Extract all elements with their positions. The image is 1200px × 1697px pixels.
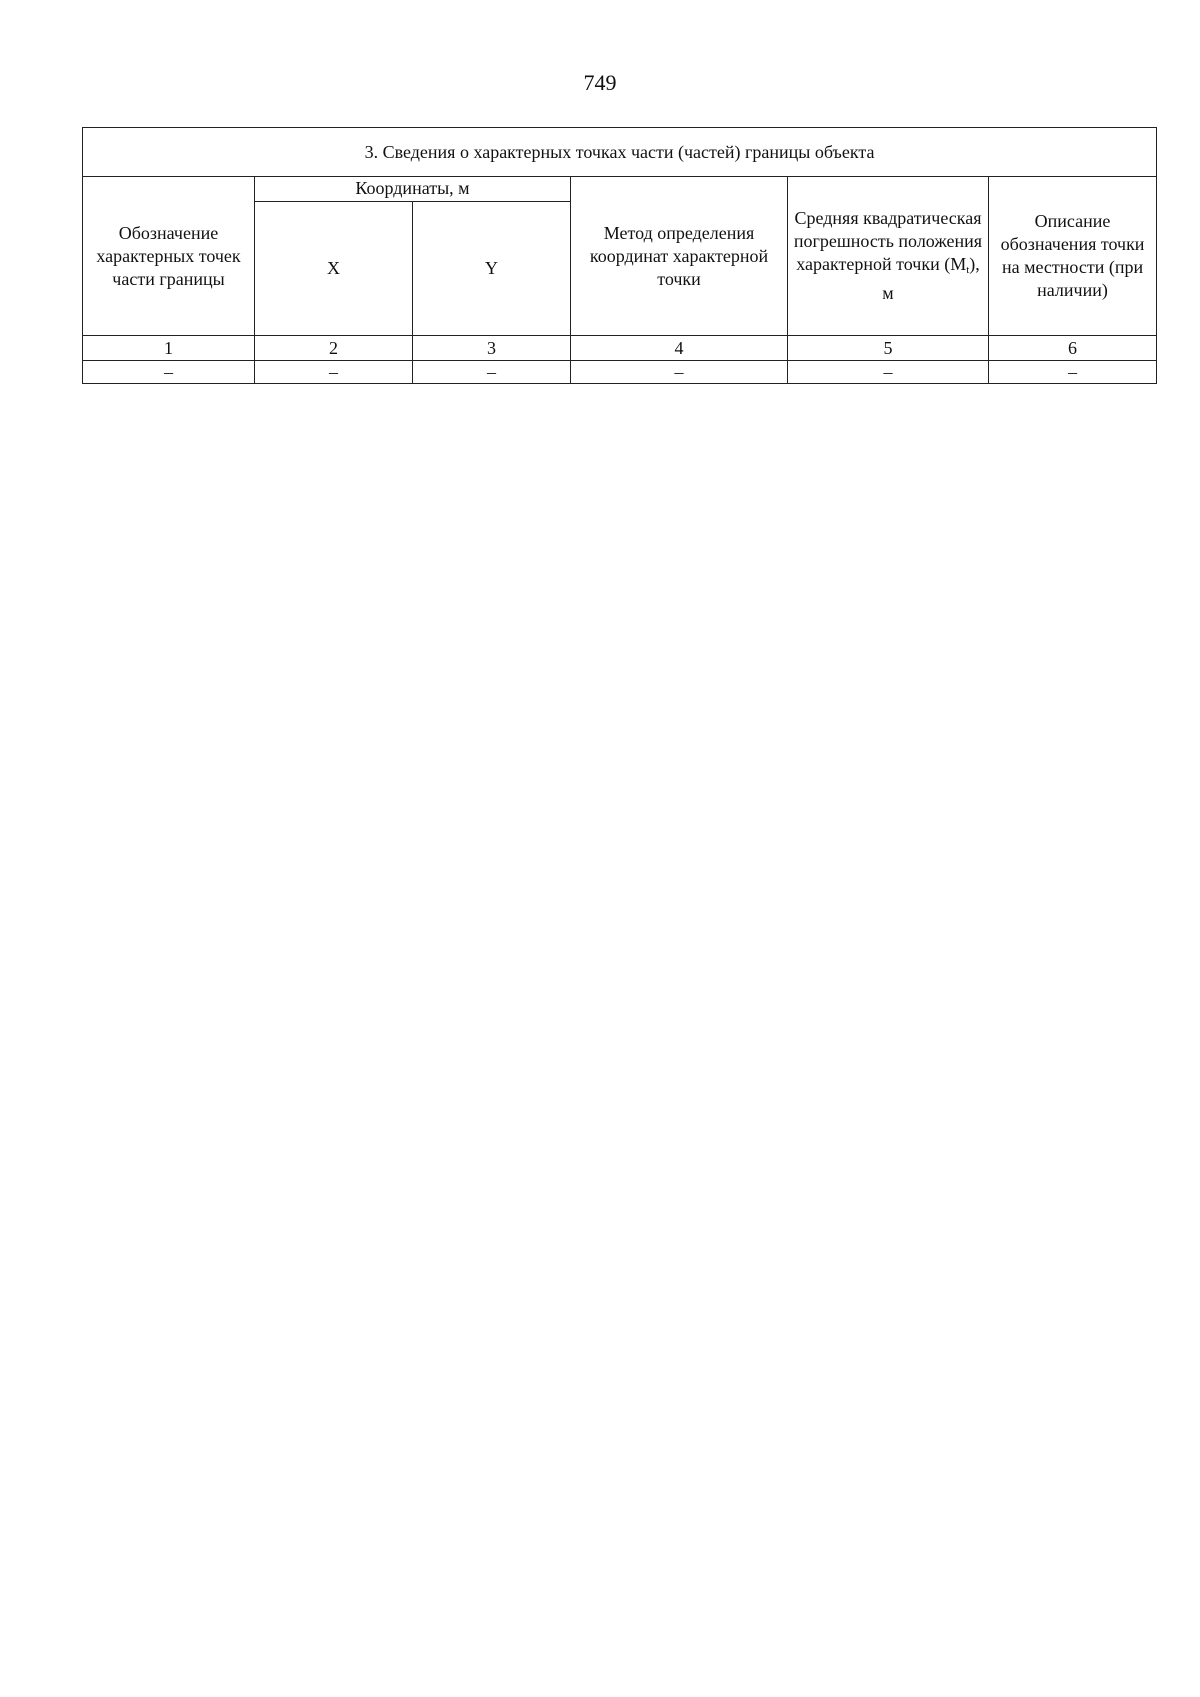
column-number: 6 (989, 336, 1157, 361)
page-number: 749 (583, 70, 617, 95)
table-cell: – (255, 361, 413, 384)
header-row-top (83, 177, 1157, 202)
section-title: 3. Сведения о характерных точках части (частей) границы объекта (83, 128, 1157, 177)
header-error-unit: ), м (882, 254, 980, 303)
column-number: 5 (788, 336, 989, 361)
table-cell: – (83, 361, 255, 384)
header-method: Метод определения координат характерной точки (571, 177, 788, 336)
boundary-points-table (82, 127, 1157, 384)
header-error (788, 177, 989, 336)
column-number: 4 (571, 336, 788, 361)
header-x: X (255, 202, 413, 336)
table-cell: – (571, 361, 788, 384)
column-number: 2 (255, 336, 413, 361)
section-title-row (83, 128, 1157, 177)
header-coordinates: Координаты, м (255, 177, 571, 202)
column-number-row (83, 336, 1157, 361)
column-number: 1 (83, 336, 255, 361)
table-cell: – (413, 361, 571, 384)
table-row (83, 361, 1157, 384)
column-number: 3 (413, 336, 571, 361)
table-cell: – (989, 361, 1157, 384)
header-description: Описание обозначения точки на местности (при наличии) (989, 177, 1157, 336)
header-error-text: Средняя квадратическая погрешность положения характерной точки (M (793, 208, 983, 274)
header-y: Y (413, 202, 571, 336)
table-cell: – (788, 361, 989, 384)
header-designation: Обозначение характерных точек части границы (83, 177, 255, 336)
header-error-subscript: t (966, 264, 970, 276)
